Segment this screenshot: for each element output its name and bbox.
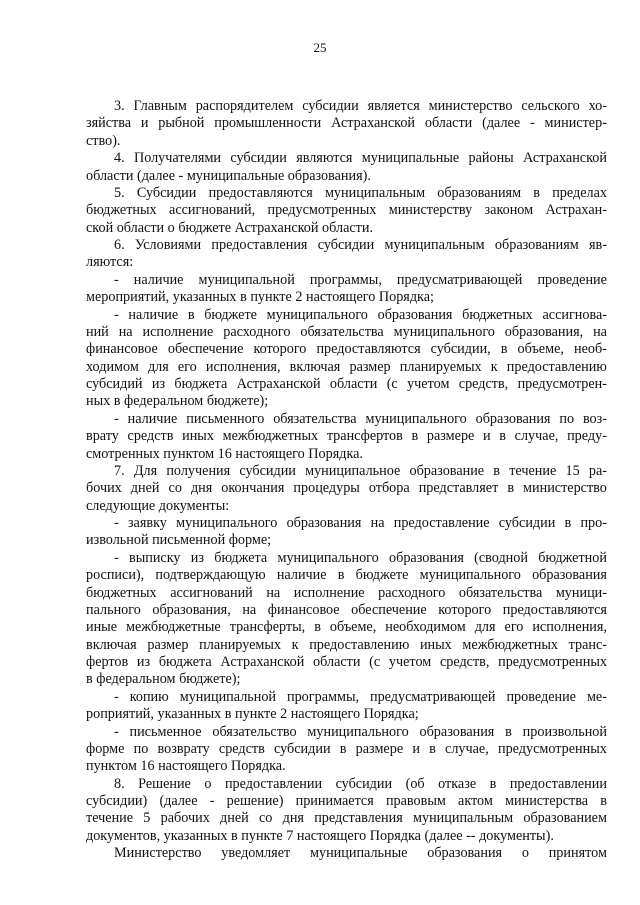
- text-line: [86, 150, 607, 167]
- text-line: [86, 515, 607, 532]
- text-line: [86, 619, 607, 636]
- word: районы: [468, 150, 514, 167]
- text-line: мероприятий, указанных в пункте 2 настоящего Порядка;: [86, 289, 434, 306]
- word: о: [204, 775, 212, 792]
- word: программы,: [309, 271, 382, 288]
- word: в: [339, 740, 347, 757]
- word: муниципального: [393, 323, 495, 340]
- word: муниципального: [365, 410, 467, 427]
- word: течение: [509, 462, 557, 479]
- word: образованиям: [437, 184, 522, 201]
- word: образования: [286, 515, 362, 531]
- word: бюджетных: [86, 202, 157, 219]
- word: представления: [314, 810, 403, 827]
- word: исполнения,: [205, 358, 281, 375]
- text-line: [86, 98, 607, 115]
- word: рыбной: [158, 115, 205, 132]
- text-line: [86, 689, 607, 706]
- word: со: [168, 480, 182, 497]
- word: получения: [166, 462, 231, 479]
- word: возврату: [157, 740, 210, 757]
- word: представляет: [418, 480, 499, 497]
- word: Решение: [138, 775, 191, 792]
- word: ассигнова-: [542, 306, 607, 323]
- word: распорядителем: [195, 98, 294, 114]
- word: случае,: [514, 428, 559, 445]
- word: учетом: [388, 654, 432, 670]
- word: уведомляет: [221, 845, 291, 862]
- text-line: [86, 307, 607, 324]
- word: субсидии: [335, 775, 393, 792]
- word: росписи),: [86, 567, 145, 584]
- text-line: документов, указанных в пункте 7 настоящего Порядка (далее -- документы).: [86, 827, 554, 844]
- word: бюджета: [158, 654, 212, 670]
- word: предоставлении: [224, 775, 323, 792]
- word: обязательства: [273, 410, 357, 427]
- word: фертов: [86, 654, 129, 670]
- word: размер: [147, 636, 189, 653]
- word: муниципальное: [305, 462, 401, 479]
- word: -: [114, 723, 119, 740]
- word: расходного: [378, 584, 446, 601]
- word: о: [521, 845, 529, 862]
- text-line: [86, 376, 607, 393]
- word: выписку: [129, 549, 181, 566]
- word: планируемых: [199, 636, 282, 653]
- word: -: [114, 549, 119, 566]
- word: в: [600, 793, 607, 809]
- page-number: 25: [313, 40, 327, 55]
- word: наличие: [276, 567, 327, 584]
- word: Получателями: [133, 150, 222, 167]
- word: ме-: [586, 688, 607, 705]
- word: бюджете: [355, 567, 409, 584]
- word: субсидии: [498, 515, 556, 531]
- word: Астраханской: [220, 654, 305, 670]
- word: образования: [532, 567, 607, 584]
- word: муниципального: [176, 515, 278, 531]
- text-line: [86, 741, 607, 758]
- word: исполнения,: [532, 619, 607, 636]
- text-line: [86, 324, 607, 341]
- text-line: [86, 585, 607, 602]
- word: в: [489, 775, 497, 792]
- text-line: ляются:: [86, 254, 134, 271]
- word: зяйства: [86, 115, 132, 132]
- word: в: [493, 462, 500, 479]
- word: Министерство: [114, 845, 202, 862]
- word: муниципальным: [384, 237, 485, 253]
- text-line: области (далее - муниципальные образования).: [86, 167, 371, 184]
- word: финансовое: [86, 341, 158, 358]
- word: в: [533, 184, 540, 201]
- word: произвольной: [522, 723, 607, 740]
- word: в: [187, 306, 195, 323]
- word: Субсидии: [136, 184, 197, 201]
- word: (с: [386, 376, 398, 392]
- word: правовым: [385, 793, 446, 809]
- word: обязательства: [458, 584, 543, 601]
- word: (далее: [482, 115, 521, 132]
- word: 15: [565, 462, 580, 479]
- word: 5: [143, 810, 151, 827]
- word: образования,: [504, 323, 584, 340]
- word: дня: [190, 480, 213, 497]
- word: министерство: [523, 480, 607, 497]
- word: про-: [580, 515, 607, 531]
- word: (об: [405, 775, 425, 792]
- text-line: [86, 480, 607, 497]
- text-line: смотренных пунктом 16 настоящего Порядка.: [86, 445, 363, 462]
- word: Для: [133, 462, 158, 479]
- text-line: [86, 115, 607, 132]
- word: пределах: [552, 184, 607, 201]
- word: отбора: [368, 480, 410, 497]
- word: случае,: [445, 740, 489, 757]
- word: в: [429, 740, 436, 757]
- text-line: в федеральном бюджете);: [86, 671, 241, 688]
- word: проведение: [537, 271, 607, 288]
- text-line: [86, 341, 607, 358]
- word: -: [114, 410, 119, 427]
- word: субсидии: [302, 98, 359, 114]
- word: муниципальные: [310, 845, 408, 862]
- word: заявку: [127, 515, 167, 531]
- word: ассигнований,: [169, 202, 256, 219]
- word: из: [190, 549, 204, 566]
- word: трансферты,: [229, 619, 306, 636]
- word: и: [412, 740, 420, 757]
- word: объеме,: [517, 341, 564, 358]
- word: субсидии: [317, 237, 375, 253]
- word: бюджетной: [538, 549, 607, 566]
- word: пального: [86, 601, 141, 618]
- word: принятом: [548, 845, 607, 862]
- word: Астраханской: [236, 376, 321, 392]
- word: бюджета: [174, 376, 228, 392]
- word: -: [114, 271, 119, 288]
- word: области: [329, 376, 378, 392]
- word: обязательства: [300, 323, 384, 340]
- word: яв-: [589, 237, 607, 253]
- word: в: [499, 428, 506, 445]
- word: 3.: [114, 98, 125, 114]
- word: транс-: [568, 636, 607, 653]
- word: Астраханской: [523, 150, 607, 167]
- word: планируемых: [399, 358, 482, 375]
- word: муниципального: [266, 306, 368, 323]
- word: объеме,: [329, 619, 377, 636]
- word: предоставляются: [316, 341, 421, 358]
- word: на: [242, 601, 257, 618]
- word: его: [177, 358, 197, 375]
- word: субсидии: [274, 740, 331, 757]
- word: образованиям: [494, 237, 579, 253]
- word: муниципального: [419, 567, 521, 584]
- text-line: извольной письменной форме;: [86, 532, 272, 549]
- word: окончания: [221, 480, 285, 497]
- word: предоставления: [211, 237, 308, 253]
- word: образованием: [523, 810, 607, 827]
- word: и: [483, 428, 491, 445]
- word: -: [209, 793, 215, 809]
- word: на: [266, 584, 281, 601]
- word: к: [490, 358, 498, 375]
- word: в: [505, 723, 512, 740]
- text-line: [86, 550, 607, 567]
- word: обеспечение: [351, 601, 427, 618]
- word: предусматривающей: [370, 688, 496, 705]
- word: Условиями: [134, 237, 202, 253]
- word: -: [114, 306, 119, 323]
- word: для: [474, 619, 496, 636]
- word: которого: [438, 601, 492, 618]
- text-line: [86, 724, 607, 741]
- text-line: [86, 463, 607, 480]
- word: наличие: [127, 410, 178, 427]
- word: муници-: [555, 584, 607, 601]
- word: муниципальным: [413, 810, 514, 827]
- word: бочих: [86, 480, 122, 497]
- word: дня: [282, 810, 304, 827]
- word: предусматривающей: [396, 271, 523, 288]
- word: по: [559, 410, 575, 427]
- word: предусмотренных: [267, 202, 377, 219]
- word: дней: [130, 480, 160, 497]
- word: на: [370, 515, 385, 531]
- word: министерству: [388, 202, 473, 219]
- word: министер-: [544, 115, 607, 132]
- word: по: [133, 740, 149, 757]
- word: является: [367, 98, 420, 114]
- text-line: [86, 272, 607, 289]
- word: дней: [220, 810, 249, 827]
- word: в: [507, 480, 515, 497]
- text-line: [86, 602, 607, 619]
- word: актом: [458, 793, 493, 809]
- text-line: [86, 567, 607, 584]
- word: бюджета: [214, 549, 268, 566]
- word: предусмотренных: [498, 654, 607, 670]
- word: образования,: [152, 601, 231, 618]
- word: отказе: [438, 775, 477, 792]
- word: обязательство: [212, 723, 297, 740]
- word: и: [140, 115, 149, 132]
- text-line: ство).: [86, 132, 121, 149]
- word: размере: [355, 740, 404, 757]
- word: в: [314, 619, 321, 636]
- word: межбюджетных: [462, 636, 558, 653]
- word: финансовое: [267, 601, 340, 618]
- word: межбюджетные: [125, 619, 221, 636]
- word: его: [504, 619, 524, 636]
- word: форме: [86, 740, 125, 757]
- word: 5.: [114, 184, 125, 201]
- word: предоставляются: [502, 601, 607, 618]
- word: субсидии: [230, 150, 287, 167]
- word: решение): [226, 793, 284, 809]
- word: иных: [419, 636, 452, 653]
- word: субсидии: [239, 462, 296, 479]
- word: включая: [86, 636, 137, 653]
- text-line: [86, 845, 607, 862]
- word: копию: [129, 688, 169, 705]
- word: предусмотрен-: [517, 376, 607, 392]
- text-line: пунктом 16 настоящего Порядка.: [86, 758, 286, 775]
- word: предоставлению: [309, 636, 410, 653]
- word: на: [593, 323, 607, 340]
- word: министерство: [428, 98, 513, 114]
- word: муниципальной: [179, 688, 277, 705]
- word: из: [136, 654, 151, 670]
- word: трансфертов: [326, 428, 403, 445]
- word: в: [411, 428, 419, 445]
- word: 6.: [114, 237, 125, 253]
- word: письменное: [129, 723, 202, 740]
- word: хо-: [588, 98, 607, 114]
- word: предоставлению: [506, 358, 607, 375]
- word: для: [147, 358, 169, 375]
- text-line: [86, 185, 607, 202]
- word: подтверждающую: [155, 567, 266, 584]
- word: субсидии,: [430, 341, 491, 358]
- word: Астрахан-: [545, 202, 607, 219]
- word: предусмотренных: [497, 740, 607, 757]
- text-line: [86, 776, 607, 793]
- word: расходного: [223, 323, 291, 340]
- word: принимается: [295, 793, 374, 809]
- word: ра-: [588, 462, 607, 479]
- word: необ-: [573, 341, 607, 358]
- word: муниципального: [277, 549, 379, 566]
- text-line: [86, 793, 607, 810]
- document-body: [86, 98, 607, 863]
- word: Астраханской: [331, 115, 416, 132]
- word: муниципальным: [324, 184, 426, 201]
- word: 4.: [114, 150, 125, 167]
- word: иных: [182, 428, 214, 445]
- text-line: [86, 654, 607, 671]
- word: 7.: [114, 462, 125, 479]
- word: размере: [426, 428, 475, 445]
- word: преду-: [567, 428, 607, 445]
- text-line: [86, 428, 607, 445]
- word: иные: [86, 619, 118, 636]
- word: средств: [127, 428, 174, 445]
- text-line: [86, 810, 607, 827]
- word: которого: [253, 341, 307, 358]
- word: размер: [349, 358, 391, 375]
- text-line: следующие документы:: [86, 497, 230, 514]
- word: образование: [409, 462, 485, 479]
- word: области: [424, 115, 473, 132]
- word: наличие: [128, 306, 179, 323]
- word: предоставление: [393, 515, 490, 531]
- word: проведение: [506, 688, 576, 705]
- word: со: [258, 810, 273, 827]
- word: ходимом: [86, 358, 139, 375]
- word: рабочих: [160, 810, 210, 827]
- word: промышленности: [214, 115, 322, 132]
- word: письменного: [186, 410, 265, 427]
- word: субсидий: [86, 376, 143, 392]
- word: сельского: [521, 98, 580, 114]
- word: образования: [475, 410, 551, 427]
- word: процедуры: [293, 480, 360, 497]
- word: бюджетных: [462, 306, 533, 323]
- word: учетом: [407, 376, 450, 392]
- word: в: [564, 515, 572, 531]
- word: -: [529, 115, 535, 132]
- word: образования: [389, 549, 464, 566]
- text-line: [86, 202, 607, 219]
- text-line: ской области о бюджете Астраханской области.: [86, 219, 374, 236]
- text-line: [86, 359, 607, 376]
- word: предоставляются: [208, 184, 313, 201]
- word: средств,: [439, 654, 490, 670]
- word: ассигнований: [170, 584, 253, 601]
- word: программы,: [287, 688, 360, 705]
- word: включая: [289, 358, 341, 375]
- word: 8.: [114, 775, 125, 792]
- word: Главным: [133, 98, 187, 114]
- text-line: [86, 237, 607, 254]
- word: образования: [377, 306, 453, 323]
- word: (далее: [159, 793, 198, 809]
- word: -: [114, 515, 119, 531]
- word: воз-: [582, 410, 607, 427]
- word: средств,: [458, 376, 509, 392]
- word: исполнение: [142, 323, 214, 340]
- text-line: роприятий, указанных в пункте 2 настоящего Порядка;: [86, 706, 419, 723]
- word: ний: [86, 323, 109, 340]
- word: обеспечение: [167, 341, 244, 358]
- word: исполнение: [293, 584, 365, 601]
- text-line: ных в федеральном бюджете);: [86, 393, 269, 410]
- word: образования: [419, 723, 495, 740]
- word: в: [500, 341, 508, 358]
- word: бюджете: [204, 306, 257, 323]
- word: из: [151, 376, 166, 392]
- word: бюджетных: [86, 584, 157, 601]
- word: на: [118, 323, 133, 340]
- word: течение: [86, 810, 134, 827]
- word: области: [313, 654, 361, 670]
- word: врату: [86, 428, 119, 445]
- text-line: [86, 637, 607, 654]
- word: образования: [427, 845, 503, 862]
- word: муниципального: [307, 723, 409, 740]
- word: министерства: [505, 793, 588, 809]
- word: межбюджетных: [222, 428, 319, 445]
- word: предоставлении: [509, 775, 607, 792]
- word: (с: [369, 654, 381, 670]
- word: законом: [484, 202, 534, 219]
- word: муниципальные: [361, 150, 460, 167]
- word: (сводной: [474, 549, 528, 566]
- word: являются: [296, 150, 353, 167]
- word: необходимом: [385, 619, 466, 636]
- word: -: [114, 688, 119, 705]
- word: средств: [218, 740, 265, 757]
- word: наличие: [133, 271, 184, 288]
- word: субсидии): [86, 793, 148, 809]
- word: муниципальной: [198, 271, 295, 288]
- text-line: [86, 411, 607, 428]
- word: в: [337, 567, 345, 584]
- word: к: [291, 636, 299, 653]
